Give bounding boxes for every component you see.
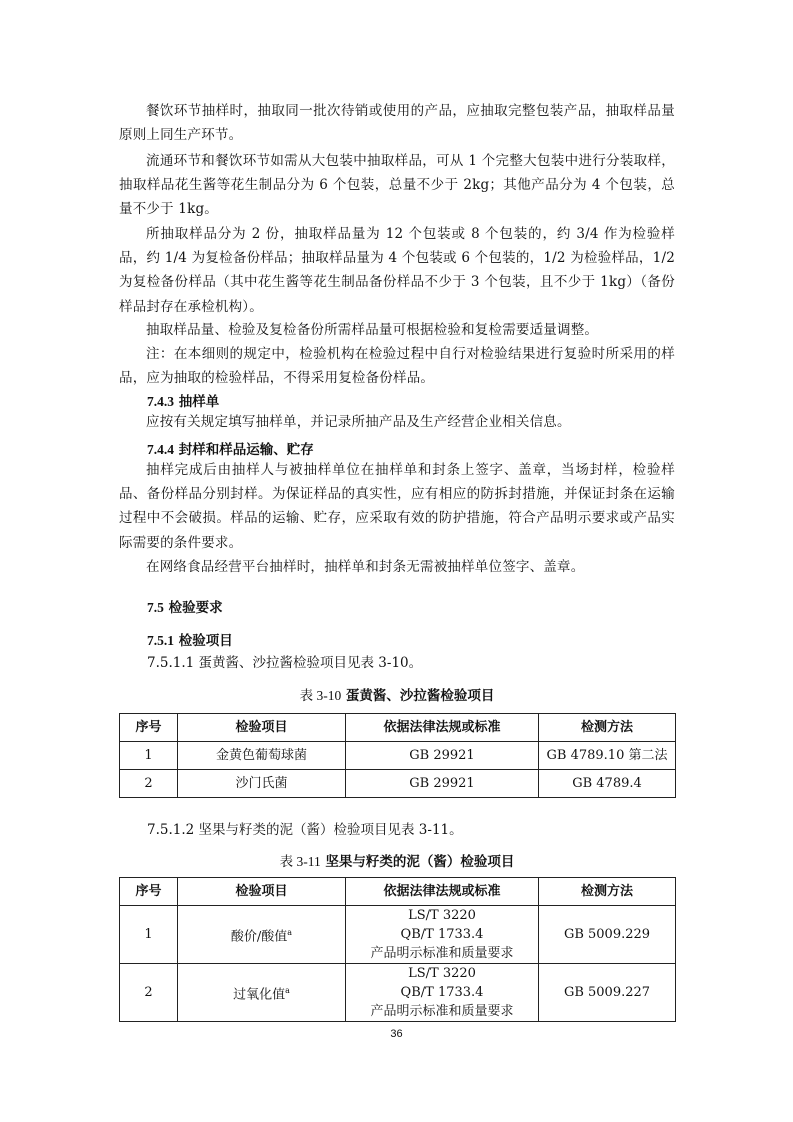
paragraph-online-platform: 在网络食品经营平台抽样时，抽样单和封条无需被抽样单位签字、盖章。 bbox=[146, 559, 585, 575]
section-number: 7.4.4 bbox=[147, 442, 174, 457]
paragraph-note: 注：在本细则的规定中，检验机构在检验过程中自行对检验结果进行复验时所采用的样品，应为抽取的检验样品，不得采用复检备份样品。 bbox=[119, 346, 675, 387]
header-standard: 依据法律法规或标准 bbox=[346, 714, 539, 742]
cell-item: 金黄色葡萄球菌 bbox=[178, 742, 346, 770]
section-title: 抽样单 bbox=[178, 394, 220, 410]
section-heading-7-5 bbox=[147, 596, 223, 616]
caption-title: 蛋黄酱、沙拉酱检验项目 bbox=[345, 688, 495, 704]
cell-standard bbox=[346, 964, 539, 1022]
section-number: 7.4.3 bbox=[147, 394, 174, 409]
table-caption-3-11 bbox=[119, 850, 675, 870]
header-standard: 依据法律法规或标准 bbox=[346, 878, 539, 906]
cell-standard: GB 29921 bbox=[346, 770, 539, 798]
item-name: 过氧化值 bbox=[233, 987, 286, 1003]
standard-line: QB/T 1733.4 bbox=[400, 927, 484, 942]
section-heading-7-4-3 bbox=[147, 390, 219, 410]
cell-standard: GB 29921 bbox=[346, 742, 539, 770]
cell-no: 1 bbox=[120, 906, 178, 964]
table-row bbox=[120, 964, 676, 1022]
caption-number: 表 3-10 bbox=[299, 688, 342, 703]
standard-line: QB/T 1733.4 bbox=[400, 985, 484, 1000]
section-title: 检验要求 bbox=[168, 600, 223, 616]
page-number: 36 bbox=[390, 1028, 403, 1040]
footnote-mark: a bbox=[287, 927, 293, 937]
cell-item bbox=[178, 906, 346, 964]
item-7-5-1-2: 7.5.1.2 坚果与籽类的泥（酱）检验项目见表 3-11。 bbox=[147, 822, 463, 838]
cell-item bbox=[178, 964, 346, 1022]
cell-no: 2 bbox=[120, 770, 178, 798]
header-method: 检测方法 bbox=[539, 878, 676, 906]
paragraph-sample-split: 所抽取样品分为 2 份，抽取样品量为 12 个包装或 8 个包装的，约 3/4 作为检验样品，约 1/4 为复检备份样品；抽取样品量为 4 个包装或 6 个包装的，1/2 为检验样品，1/2 为复检备份样品（其中花生酱等花生制品备份样品不少于 3 个包装，且不少于 1kg）（备份样品封存在承检机构）。 bbox=[119, 226, 675, 315]
header-item: 检验项目 bbox=[178, 714, 346, 742]
section-number: 7.5.1 bbox=[147, 633, 174, 648]
cell-method: GB 4789.4 bbox=[539, 770, 676, 798]
caption-number: 表 3-11 bbox=[279, 854, 321, 869]
cell-item: 沙门氏菌 bbox=[178, 770, 346, 798]
table-row bbox=[120, 906, 676, 964]
paragraph-sealing-transport: 抽样完成后由抽样人与被抽样单位在抽样单和封条上签字、盖章，当场封样，检验样品、备份样品分别封样。为保证样品的真实性，应有相应的防拆封措施，并保证封条在运输过程中不会破损。样品的运输、贮存，应采取有效的防护措施，符合产品明示要求或产品实际需要的条件要求。 bbox=[119, 462, 675, 551]
table-row bbox=[120, 742, 676, 770]
cell-no: 2 bbox=[120, 964, 178, 1022]
table-3-11 bbox=[119, 877, 676, 1022]
item-name: 酸价/酸值 bbox=[230, 929, 288, 945]
table-caption-3-10 bbox=[119, 684, 675, 704]
cell-standard bbox=[346, 906, 539, 964]
standard-line: 产品明示标准和质量要求 bbox=[370, 946, 514, 961]
table-row bbox=[120, 770, 676, 798]
header-method: 检测方法 bbox=[539, 714, 676, 742]
standard-line: LS/T 3220 bbox=[408, 966, 476, 981]
item-7-5-1-1: 7.5.1.1 蛋黄酱、沙拉酱检验项目见表 3-10。 bbox=[147, 655, 423, 671]
table-3-10 bbox=[119, 713, 676, 798]
paragraph-catering-sampling: 餐饮环节抽样时，抽取同一批次待销或使用的产品，应抽取完整包装产品，抽取样品量原则上同生产环节。 bbox=[119, 103, 675, 144]
paragraph-sampling-form: 应按有关规定填写抽样单，并记录所抽产品及生产经营企业相关信息。 bbox=[146, 414, 571, 430]
cell-method: GB 5009.227 bbox=[539, 964, 676, 1022]
header-item: 检验项目 bbox=[178, 878, 346, 906]
standard-line: 产品明示标准和质量要求 bbox=[370, 1004, 514, 1019]
standard-line: LS/T 3220 bbox=[408, 908, 476, 923]
footnote-mark: a bbox=[285, 985, 290, 995]
caption-title: 坚果与籽类的泥（酱）检验项目 bbox=[325, 854, 515, 870]
section-title: 检验项目 bbox=[178, 633, 233, 649]
table-header-row bbox=[120, 878, 676, 906]
cell-method: GB 4789.10 第二法 bbox=[539, 742, 676, 770]
section-heading-7-5-1 bbox=[147, 629, 233, 649]
cell-method: GB 5009.229 bbox=[539, 906, 676, 964]
section-number: 7.5 bbox=[147, 600, 164, 615]
cell-no: 1 bbox=[120, 742, 178, 770]
header-no: 序号 bbox=[120, 878, 178, 906]
paragraph-sample-adjust: 抽取样品量、检验及复检备份所需样品量可根据检验和复检需要适量调整。 bbox=[146, 322, 599, 338]
section-heading-7-4-4 bbox=[147, 438, 314, 458]
section-title: 封样和样品运输、贮存 bbox=[178, 442, 314, 458]
header-no: 序号 bbox=[120, 714, 178, 742]
paragraph-bulk-package-sampling: 流通环节和餐饮环节如需从大包装中抽取样品，可从 1 个完整大包装中进行分装取样，抽取样品花生酱等花生制品分为 6 个包装，总量不少于 2kg；其他产品分为 4 个包装，总量不少于 1kg。 bbox=[119, 153, 675, 218]
table-header-row bbox=[120, 714, 676, 742]
